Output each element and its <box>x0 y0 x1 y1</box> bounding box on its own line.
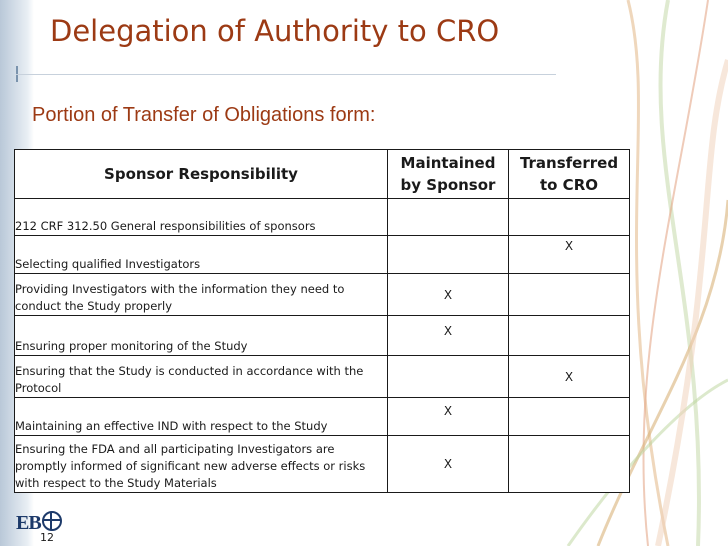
table-row <box>15 316 630 356</box>
header-transferred-line2: to CRO <box>539 176 598 194</box>
maintained-cell: X <box>388 316 509 356</box>
header-transferred-line1: Transferred <box>519 154 619 172</box>
table-row <box>15 398 630 436</box>
responsibility-cell: Selecting qualified Investigators <box>15 236 388 274</box>
table-row <box>15 199 630 236</box>
responsibility-cell: Ensuring proper monitoring of the Study <box>15 316 388 356</box>
transferred-cell: X <box>509 236 630 274</box>
title-divider <box>16 74 556 75</box>
slide-subtitle: Portion of Transfer of Obligations form: <box>32 104 376 126</box>
maintained-cell: X <box>388 398 509 436</box>
responsibility-cell: Providing Investigators with the information they need to conduct the Study properly <box>15 274 388 316</box>
transferred-cell <box>509 316 630 356</box>
header-sponsor-responsibility: Sponsor Responsibility <box>15 150 388 199</box>
responsibility-cell: Ensuring the FDA and all participating Investigators are promptly informed of significant new adverse effects or risks with respect to the Study Materials <box>15 436 388 493</box>
header-maintained-line1: Maintained <box>400 154 496 172</box>
transferred-cell: X <box>509 356 630 398</box>
transferred-cell <box>509 436 630 493</box>
transferred-cell <box>509 274 630 316</box>
transferred-cell <box>509 398 630 436</box>
transferred-cell <box>509 199 630 236</box>
slide-title: Delegation of Authority to CRO <box>50 14 500 48</box>
responsibility-cell: 212 CRF 312.50 General responsibilities of sponsors <box>15 199 388 236</box>
maintained-cell <box>388 236 509 274</box>
maintained-cell <box>388 356 509 398</box>
responsibility-cell: Ensuring that the Study is conducted in accordance with the Protocol <box>15 356 388 398</box>
page-number: 12 <box>40 531 54 544</box>
table-row <box>15 236 630 274</box>
globe-icon <box>42 511 62 531</box>
company-logo <box>16 511 62 535</box>
logo-text: EB <box>16 512 41 534</box>
table-row <box>15 274 630 316</box>
table-row <box>15 356 630 398</box>
header-maintained-line2: by Sponsor <box>400 176 496 194</box>
header-maintained-by-sponsor <box>388 150 509 199</box>
maintained-cell: X <box>388 274 509 316</box>
maintained-cell: X <box>388 436 509 493</box>
responsibility-cell: Maintaining an effective IND with respect to the Study <box>15 398 388 436</box>
obligations-table <box>14 149 630 493</box>
table-header-row <box>15 150 630 199</box>
header-transferred-to-cro <box>509 150 630 199</box>
maintained-cell <box>388 199 509 236</box>
table-row <box>15 436 630 493</box>
